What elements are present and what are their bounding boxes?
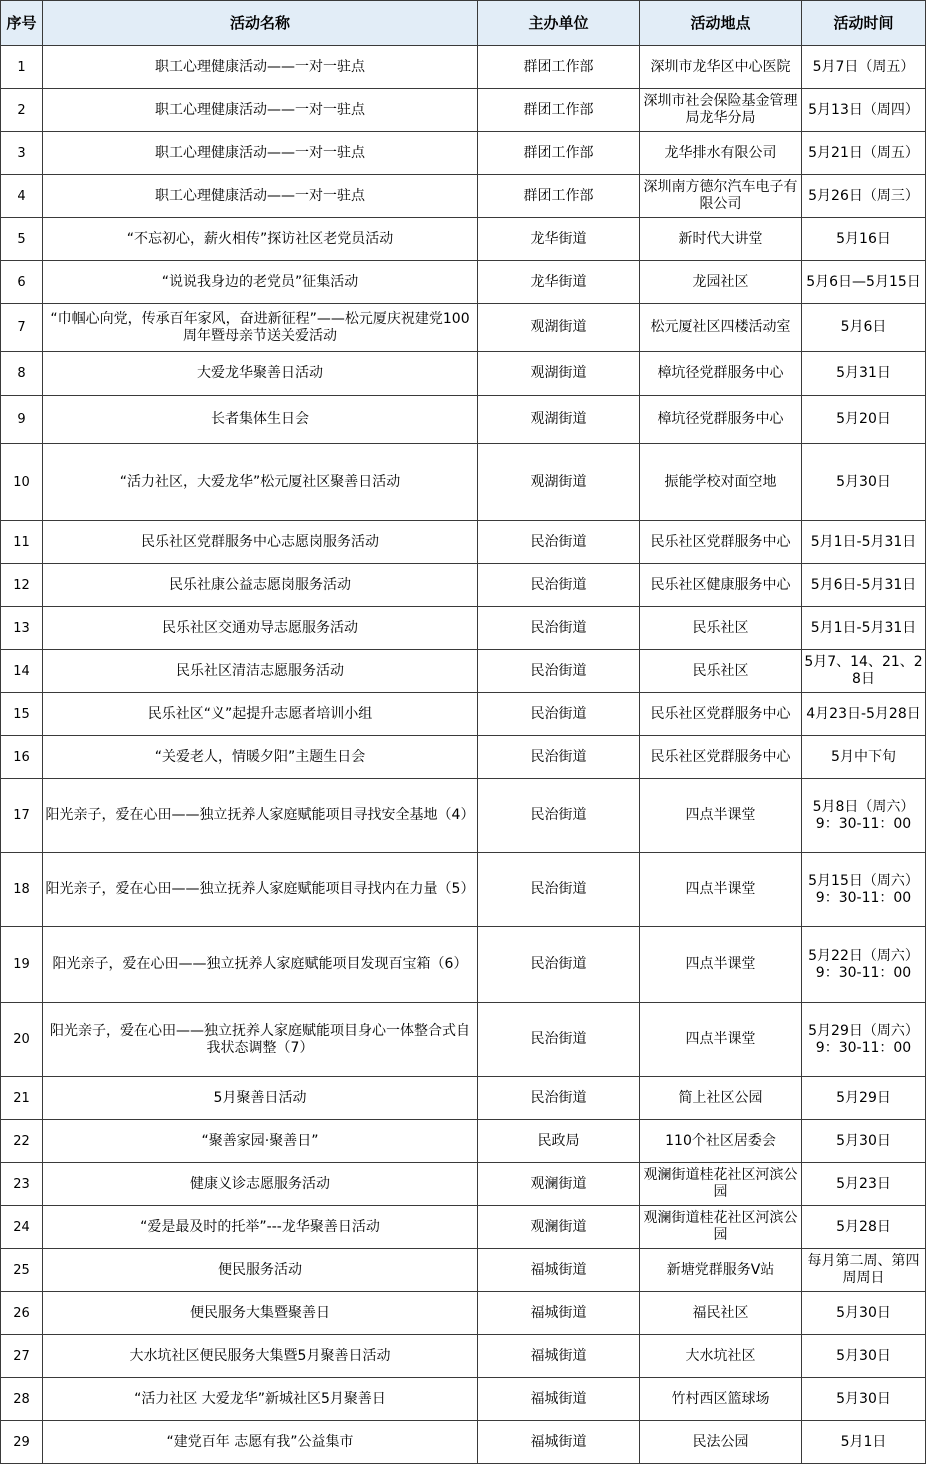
cell-name: 阳光亲子，爱在心田——独立抚养人家庭赋能项目寻找安全基地（4） <box>43 779 478 853</box>
cell-org: 龙华街道 <box>478 261 640 304</box>
cell-name: 阳光亲子，爱在心田——独立抚养人家庭赋能项目发现百宝箱（6） <box>43 927 478 1003</box>
cell-org: 群团工作部 <box>478 175 640 218</box>
cell-time: 5月8日（周六）9：30-11：00 <box>802 779 926 853</box>
cell-org: 观湖街道 <box>478 304 640 352</box>
cell-name: 职工心理健康活动——一对一驻点 <box>43 175 478 218</box>
cell-no: 16 <box>1 736 43 779</box>
table-row <box>1 521 926 564</box>
cell-time: 5月15日（周六）9：30-11：00 <box>802 853 926 927</box>
cell-org: 民治街道 <box>478 607 640 650</box>
cell-no: 5 <box>1 218 43 261</box>
cell-no: 24 <box>1 1206 43 1249</box>
cell-no: 18 <box>1 853 43 927</box>
table-row <box>1 853 926 927</box>
table-row <box>1 1421 926 1464</box>
cell-no: 13 <box>1 607 43 650</box>
cell-place: 四点半课堂 <box>640 927 802 1003</box>
cell-place: 观澜街道桂花社区河滨公园 <box>640 1163 802 1206</box>
cell-org: 民治街道 <box>478 853 640 927</box>
cell-org: 福城街道 <box>478 1292 640 1335</box>
table-row <box>1 396 926 444</box>
cell-name: “爱是最及时的托举”---龙华聚善日活动 <box>43 1206 478 1249</box>
cell-time: 5月6日—5月15日 <box>802 261 926 304</box>
cell-time: 5月7、14、21、28日 <box>802 650 926 693</box>
cell-time: 5月30日 <box>802 1120 926 1163</box>
header-place: 活动地点 <box>640 1 802 46</box>
table-row <box>1 444 926 521</box>
header-org: 主办单位 <box>478 1 640 46</box>
cell-place: 110个社区居委会 <box>640 1120 802 1163</box>
cell-time: 5月21日（周五） <box>802 132 926 175</box>
table-row <box>1 46 926 89</box>
cell-name: “活力社区 大爱龙华”新城社区5月聚善日 <box>43 1378 478 1421</box>
header-no: 序号 <box>1 1 43 46</box>
table-row <box>1 1249 926 1292</box>
cell-no: 21 <box>1 1077 43 1120</box>
header-name: 活动名称 <box>43 1 478 46</box>
cell-org: 民治街道 <box>478 564 640 607</box>
cell-name: 职工心理健康活动——一对一驻点 <box>43 89 478 132</box>
cell-name: 便民服务大集暨聚善日 <box>43 1292 478 1335</box>
cell-time: 5月30日 <box>802 444 926 521</box>
table-row <box>1 564 926 607</box>
cell-time: 5月22日（周六）9：30-11：00 <box>802 927 926 1003</box>
cell-place: 樟坑径党群服务中心 <box>640 396 802 444</box>
cell-org: 福城街道 <box>478 1378 640 1421</box>
cell-org: 福城街道 <box>478 1421 640 1464</box>
cell-name: 民乐社区党群服务中心志愿岗服务活动 <box>43 521 478 564</box>
table-row <box>1 175 926 218</box>
cell-no: 17 <box>1 779 43 853</box>
cell-org: 观澜街道 <box>478 1206 640 1249</box>
cell-time: 每月第二周、第四周周日 <box>802 1249 926 1292</box>
cell-name: 民乐社区“义”起提升志愿者培训小组 <box>43 693 478 736</box>
cell-org: 民治街道 <box>478 650 640 693</box>
cell-org: 群团工作部 <box>478 89 640 132</box>
cell-place: 龙华排水有限公司 <box>640 132 802 175</box>
cell-name: 5月聚善日活动 <box>43 1077 478 1120</box>
cell-no: 19 <box>1 927 43 1003</box>
cell-time: 5月20日 <box>802 396 926 444</box>
cell-no: 10 <box>1 444 43 521</box>
cell-no: 25 <box>1 1249 43 1292</box>
cell-place: 简上社区公园 <box>640 1077 802 1120</box>
cell-place: 深圳市龙华区中心医院 <box>640 46 802 89</box>
table-row <box>1 304 926 352</box>
cell-place: 民乐社区 <box>640 607 802 650</box>
cell-place: 民乐社区健康服务中心 <box>640 564 802 607</box>
table-row <box>1 650 926 693</box>
cell-name: “巾帼心向党，传承百年家风，奋进新征程”——松元厦庆祝建党100周年暨母亲节送关爱活动 <box>43 304 478 352</box>
cell-org: 群团工作部 <box>478 46 640 89</box>
cell-place: 龙园社区 <box>640 261 802 304</box>
header-row <box>1 1 926 46</box>
cell-org: 观湖街道 <box>478 444 640 521</box>
table-row <box>1 1378 926 1421</box>
cell-time: 5月7日（周五） <box>802 46 926 89</box>
cell-org: 民治街道 <box>478 1077 640 1120</box>
cell-time: 5月6日 <box>802 304 926 352</box>
cell-no: 4 <box>1 175 43 218</box>
cell-name: 大水坑社区便民服务大集暨5月聚善日活动 <box>43 1335 478 1378</box>
cell-place: 民乐社区党群服务中心 <box>640 736 802 779</box>
cell-place: 四点半课堂 <box>640 1003 802 1077</box>
cell-time: 5月23日 <box>802 1163 926 1206</box>
cell-place: 新时代大讲堂 <box>640 218 802 261</box>
cell-time: 5月30日 <box>802 1292 926 1335</box>
cell-time: 5月30日 <box>802 1378 926 1421</box>
cell-org: 群团工作部 <box>478 132 640 175</box>
cell-no: 14 <box>1 650 43 693</box>
table-row <box>1 736 926 779</box>
cell-no: 26 <box>1 1292 43 1335</box>
table-row <box>1 261 926 304</box>
cell-org: 民治街道 <box>478 521 640 564</box>
cell-org: 民治街道 <box>478 736 640 779</box>
cell-no: 1 <box>1 46 43 89</box>
table-row <box>1 607 926 650</box>
cell-no: 8 <box>1 352 43 396</box>
table-row <box>1 1335 926 1378</box>
table-row <box>1 1292 926 1335</box>
table-body <box>1 46 926 1464</box>
cell-name: “不忘初心，薪火相传”探访社区老党员活动 <box>43 218 478 261</box>
cell-no: 3 <box>1 132 43 175</box>
cell-no: 15 <box>1 693 43 736</box>
cell-org: 福城街道 <box>478 1335 640 1378</box>
table-row <box>1 779 926 853</box>
cell-time: 5月6日-5月31日 <box>802 564 926 607</box>
cell-place: 四点半课堂 <box>640 779 802 853</box>
cell-no: 9 <box>1 396 43 444</box>
table-row <box>1 89 926 132</box>
cell-name: “聚善家园·聚善日” <box>43 1120 478 1163</box>
cell-org: 民治街道 <box>478 779 640 853</box>
cell-time: 5月13日（周四） <box>802 89 926 132</box>
cell-no: 22 <box>1 1120 43 1163</box>
cell-time: 5月30日 <box>802 1335 926 1378</box>
cell-time: 5月31日 <box>802 352 926 396</box>
cell-place: 四点半课堂 <box>640 853 802 927</box>
cell-place: 振能学校对面空地 <box>640 444 802 521</box>
cell-time: 4月23日-5月28日 <box>802 693 926 736</box>
cell-name: 阳光亲子，爱在心田——独立抚养人家庭赋能项目身心一体整合式自我状态调整（7） <box>43 1003 478 1077</box>
cell-no: 28 <box>1 1378 43 1421</box>
cell-name: 长者集体生日会 <box>43 396 478 444</box>
cell-name: 健康义诊志愿服务活动 <box>43 1163 478 1206</box>
cell-name: 阳光亲子，爱在心田——独立抚养人家庭赋能项目寻找内在力量（5） <box>43 853 478 927</box>
cell-time: 5月29日 <box>802 1077 926 1120</box>
cell-place: 竹村西区篮球场 <box>640 1378 802 1421</box>
table-row <box>1 1120 926 1163</box>
cell-org: 观湖街道 <box>478 396 640 444</box>
cell-name: 民乐社区清洁志愿服务活动 <box>43 650 478 693</box>
cell-name: 职工心理健康活动——一对一驻点 <box>43 46 478 89</box>
cell-place: 民乐社区党群服务中心 <box>640 521 802 564</box>
cell-place: 观澜街道桂花社区河滨公园 <box>640 1206 802 1249</box>
cell-org: 观澜街道 <box>478 1163 640 1206</box>
cell-place: 樟坑径党群服务中心 <box>640 352 802 396</box>
cell-time: 5月28日 <box>802 1206 926 1249</box>
cell-no: 23 <box>1 1163 43 1206</box>
table-row <box>1 1003 926 1077</box>
cell-name: “说说我身边的老党员”征集活动 <box>43 261 478 304</box>
table-row <box>1 693 926 736</box>
cell-time: 5月中下旬 <box>802 736 926 779</box>
cell-place: 深圳南方德尔汽车电子有限公司 <box>640 175 802 218</box>
cell-place: 松元厦社区四楼活动室 <box>640 304 802 352</box>
table-row <box>1 218 926 261</box>
table-row <box>1 1206 926 1249</box>
cell-place: 新塘党群服务V站 <box>640 1249 802 1292</box>
cell-org: 民政局 <box>478 1120 640 1163</box>
cell-org: 民治街道 <box>478 927 640 1003</box>
cell-no: 27 <box>1 1335 43 1378</box>
cell-time: 5月29日（周六）9：30-11：00 <box>802 1003 926 1077</box>
cell-time: 5月1日-5月31日 <box>802 607 926 650</box>
cell-time: 5月1日 <box>802 1421 926 1464</box>
cell-name: 民乐社区交通劝导志愿服务活动 <box>43 607 478 650</box>
cell-place: 大水坑社区 <box>640 1335 802 1378</box>
cell-no: 7 <box>1 304 43 352</box>
table-row <box>1 927 926 1003</box>
table-row <box>1 352 926 396</box>
cell-org: 龙华街道 <box>478 218 640 261</box>
cell-org: 民治街道 <box>478 1003 640 1077</box>
cell-no: 2 <box>1 89 43 132</box>
cell-name: “关爱老人，情暖夕阳”主题生日会 <box>43 736 478 779</box>
cell-time: 5月1日-5月31日 <box>802 521 926 564</box>
cell-name: 大爱龙华聚善日活动 <box>43 352 478 396</box>
cell-no: 6 <box>1 261 43 304</box>
cell-org: 民治街道 <box>478 693 640 736</box>
cell-name: 民乐社康公益志愿岗服务活动 <box>43 564 478 607</box>
cell-name: 职工心理健康活动——一对一驻点 <box>43 132 478 175</box>
cell-time: 5月26日（周三） <box>802 175 926 218</box>
cell-place: 深圳市社会保险基金管理局龙华分局 <box>640 89 802 132</box>
table-row <box>1 1077 926 1120</box>
cell-no: 20 <box>1 1003 43 1077</box>
cell-place: 福民社区 <box>640 1292 802 1335</box>
cell-time: 5月16日 <box>802 218 926 261</box>
cell-no: 29 <box>1 1421 43 1464</box>
cell-org: 观湖街道 <box>478 352 640 396</box>
cell-no: 12 <box>1 564 43 607</box>
cell-name: “建党百年 志愿有我”公益集市 <box>43 1421 478 1464</box>
table-row <box>1 132 926 175</box>
header-time: 活动时间 <box>802 1 926 46</box>
cell-place: 民法公园 <box>640 1421 802 1464</box>
cell-place: 民乐社区党群服务中心 <box>640 693 802 736</box>
cell-no: 11 <box>1 521 43 564</box>
cell-place: 民乐社区 <box>640 650 802 693</box>
table-row <box>1 1163 926 1206</box>
cell-org: 福城街道 <box>478 1249 640 1292</box>
cell-name: “活力社区，大爱龙华”松元厦社区聚善日活动 <box>43 444 478 521</box>
cell-name: 便民服务活动 <box>43 1249 478 1292</box>
